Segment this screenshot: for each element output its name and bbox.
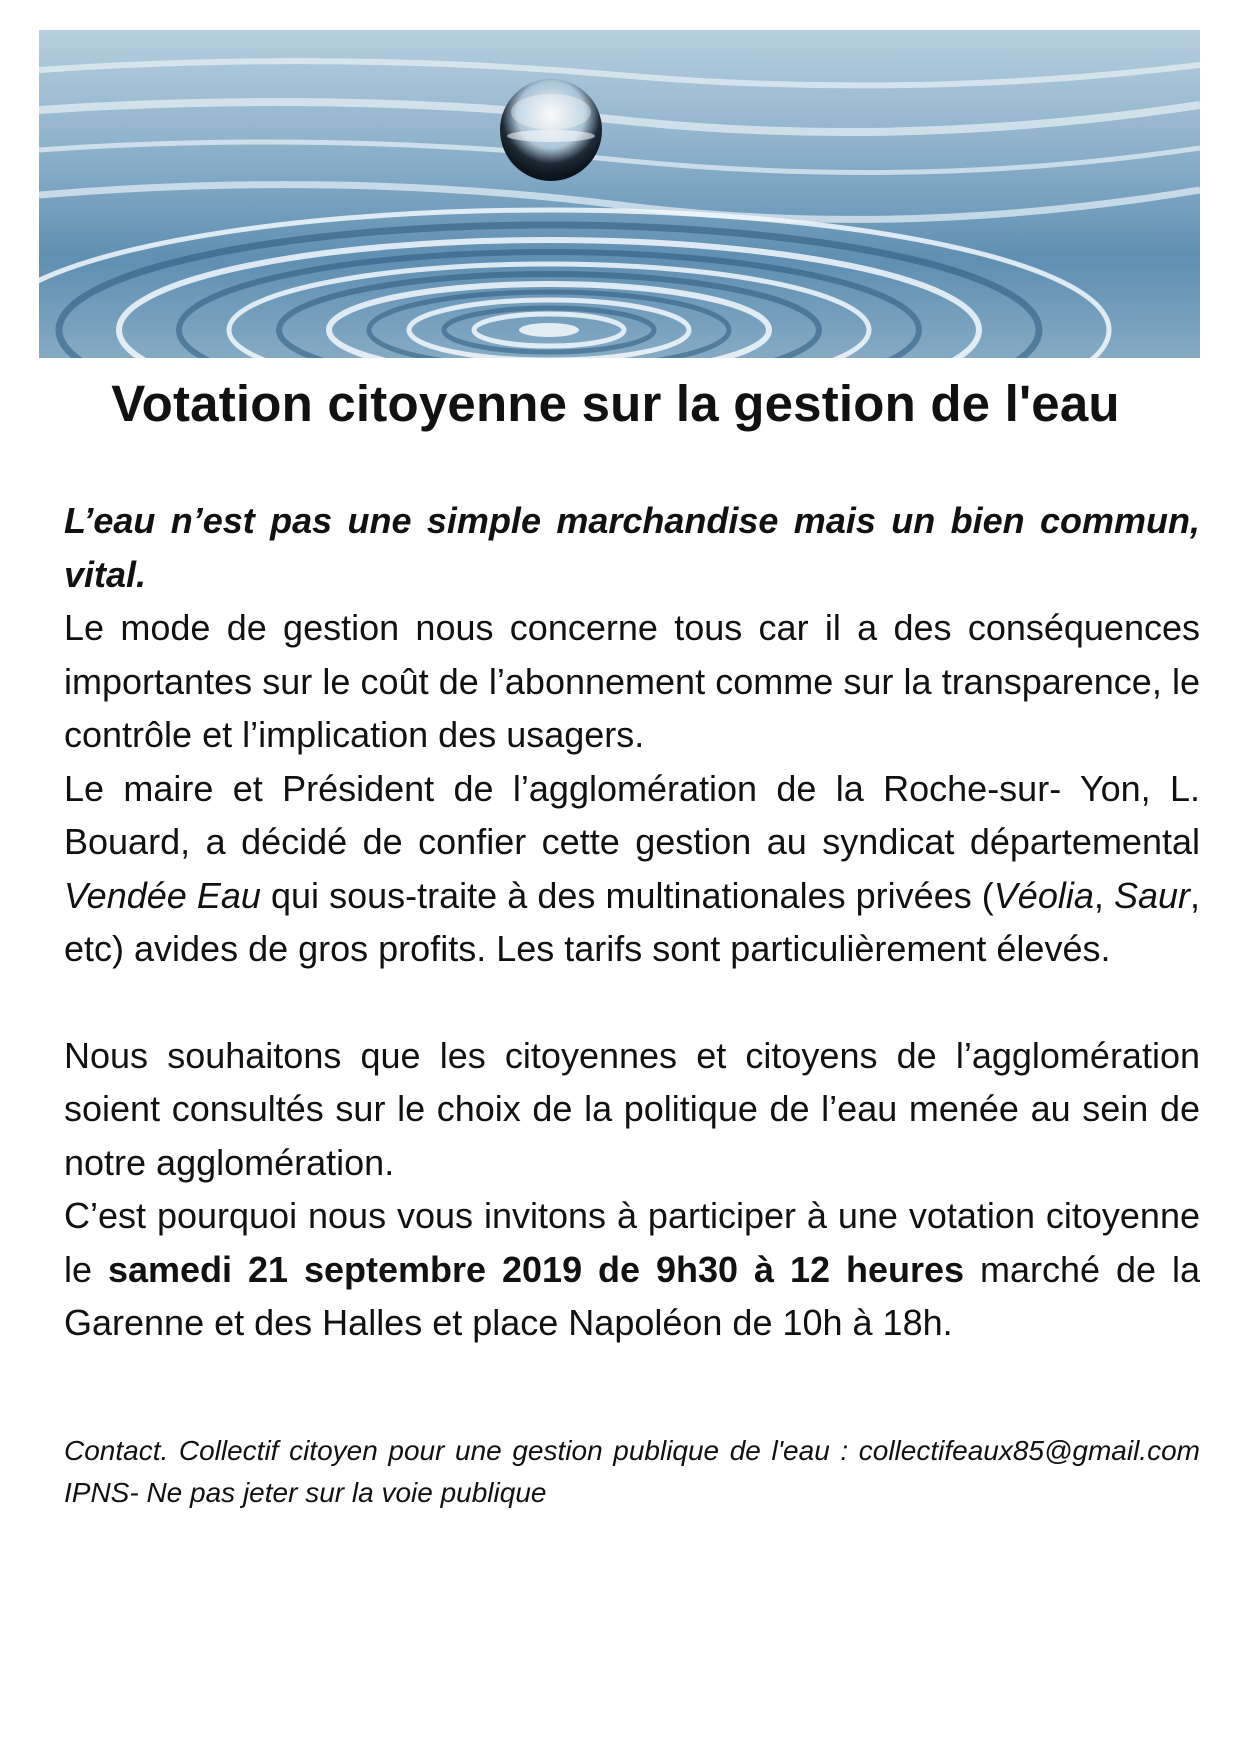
paragraph-management: Le mode de gestion nous concerne tous car il a des conséquences importantes sur le coût de l’abonnement comme sur la transparence, le contrôle et l’implication des usagers. (64, 607, 1200, 755)
page-title: Votation citoyenne sur la gestion de l'eau (111, 375, 1120, 432)
event-date: samedi 21 septembre 2019 de 9h30 à 12 heures (107, 1248, 965, 1290)
body-text (64, 494, 1200, 1350)
paragraph-invitation: C’est pourquoi nous vous invitons à participer à une votation citoyenne le samedi 21 septembre 2019 de 9h30 à 12 heures marché de la Garenne et des Halles et place Napoléon de 10h à 18h. (64, 1195, 1201, 1343)
banner-image (39, 30, 1200, 358)
paragraph-consultation: Nous souhaitons que les citoyennes et citoyens de l’agglomération soient consultés sur le choix de la politique de l’eau menée au sein de notre agglomération. (64, 1034, 1200, 1183)
water-drop-icon (39, 30, 1200, 358)
lead-statement: L’eau n’est pas une simple marchandise mais un bien commun, vital. (64, 500, 1200, 595)
contact-footer: Contact. Collectif citoyen pour une gestion publique de l'eau : collectifeaux85@gmail.com IPNS- Ne pas jeter sur la voie publique (64, 1435, 1200, 1508)
paragraph-decision: Le maire et Président de l’agglomération de la Roche-sur- Yon, L. Bouard, a décidé de confier cette gestion au syndicat départemental Vendée Eau qui sous-traite à des multinationales privées (Véolia, Saur, etc) avides de gros profits. Les tarifs sont particulièrement élevés. (64, 767, 1200, 969)
